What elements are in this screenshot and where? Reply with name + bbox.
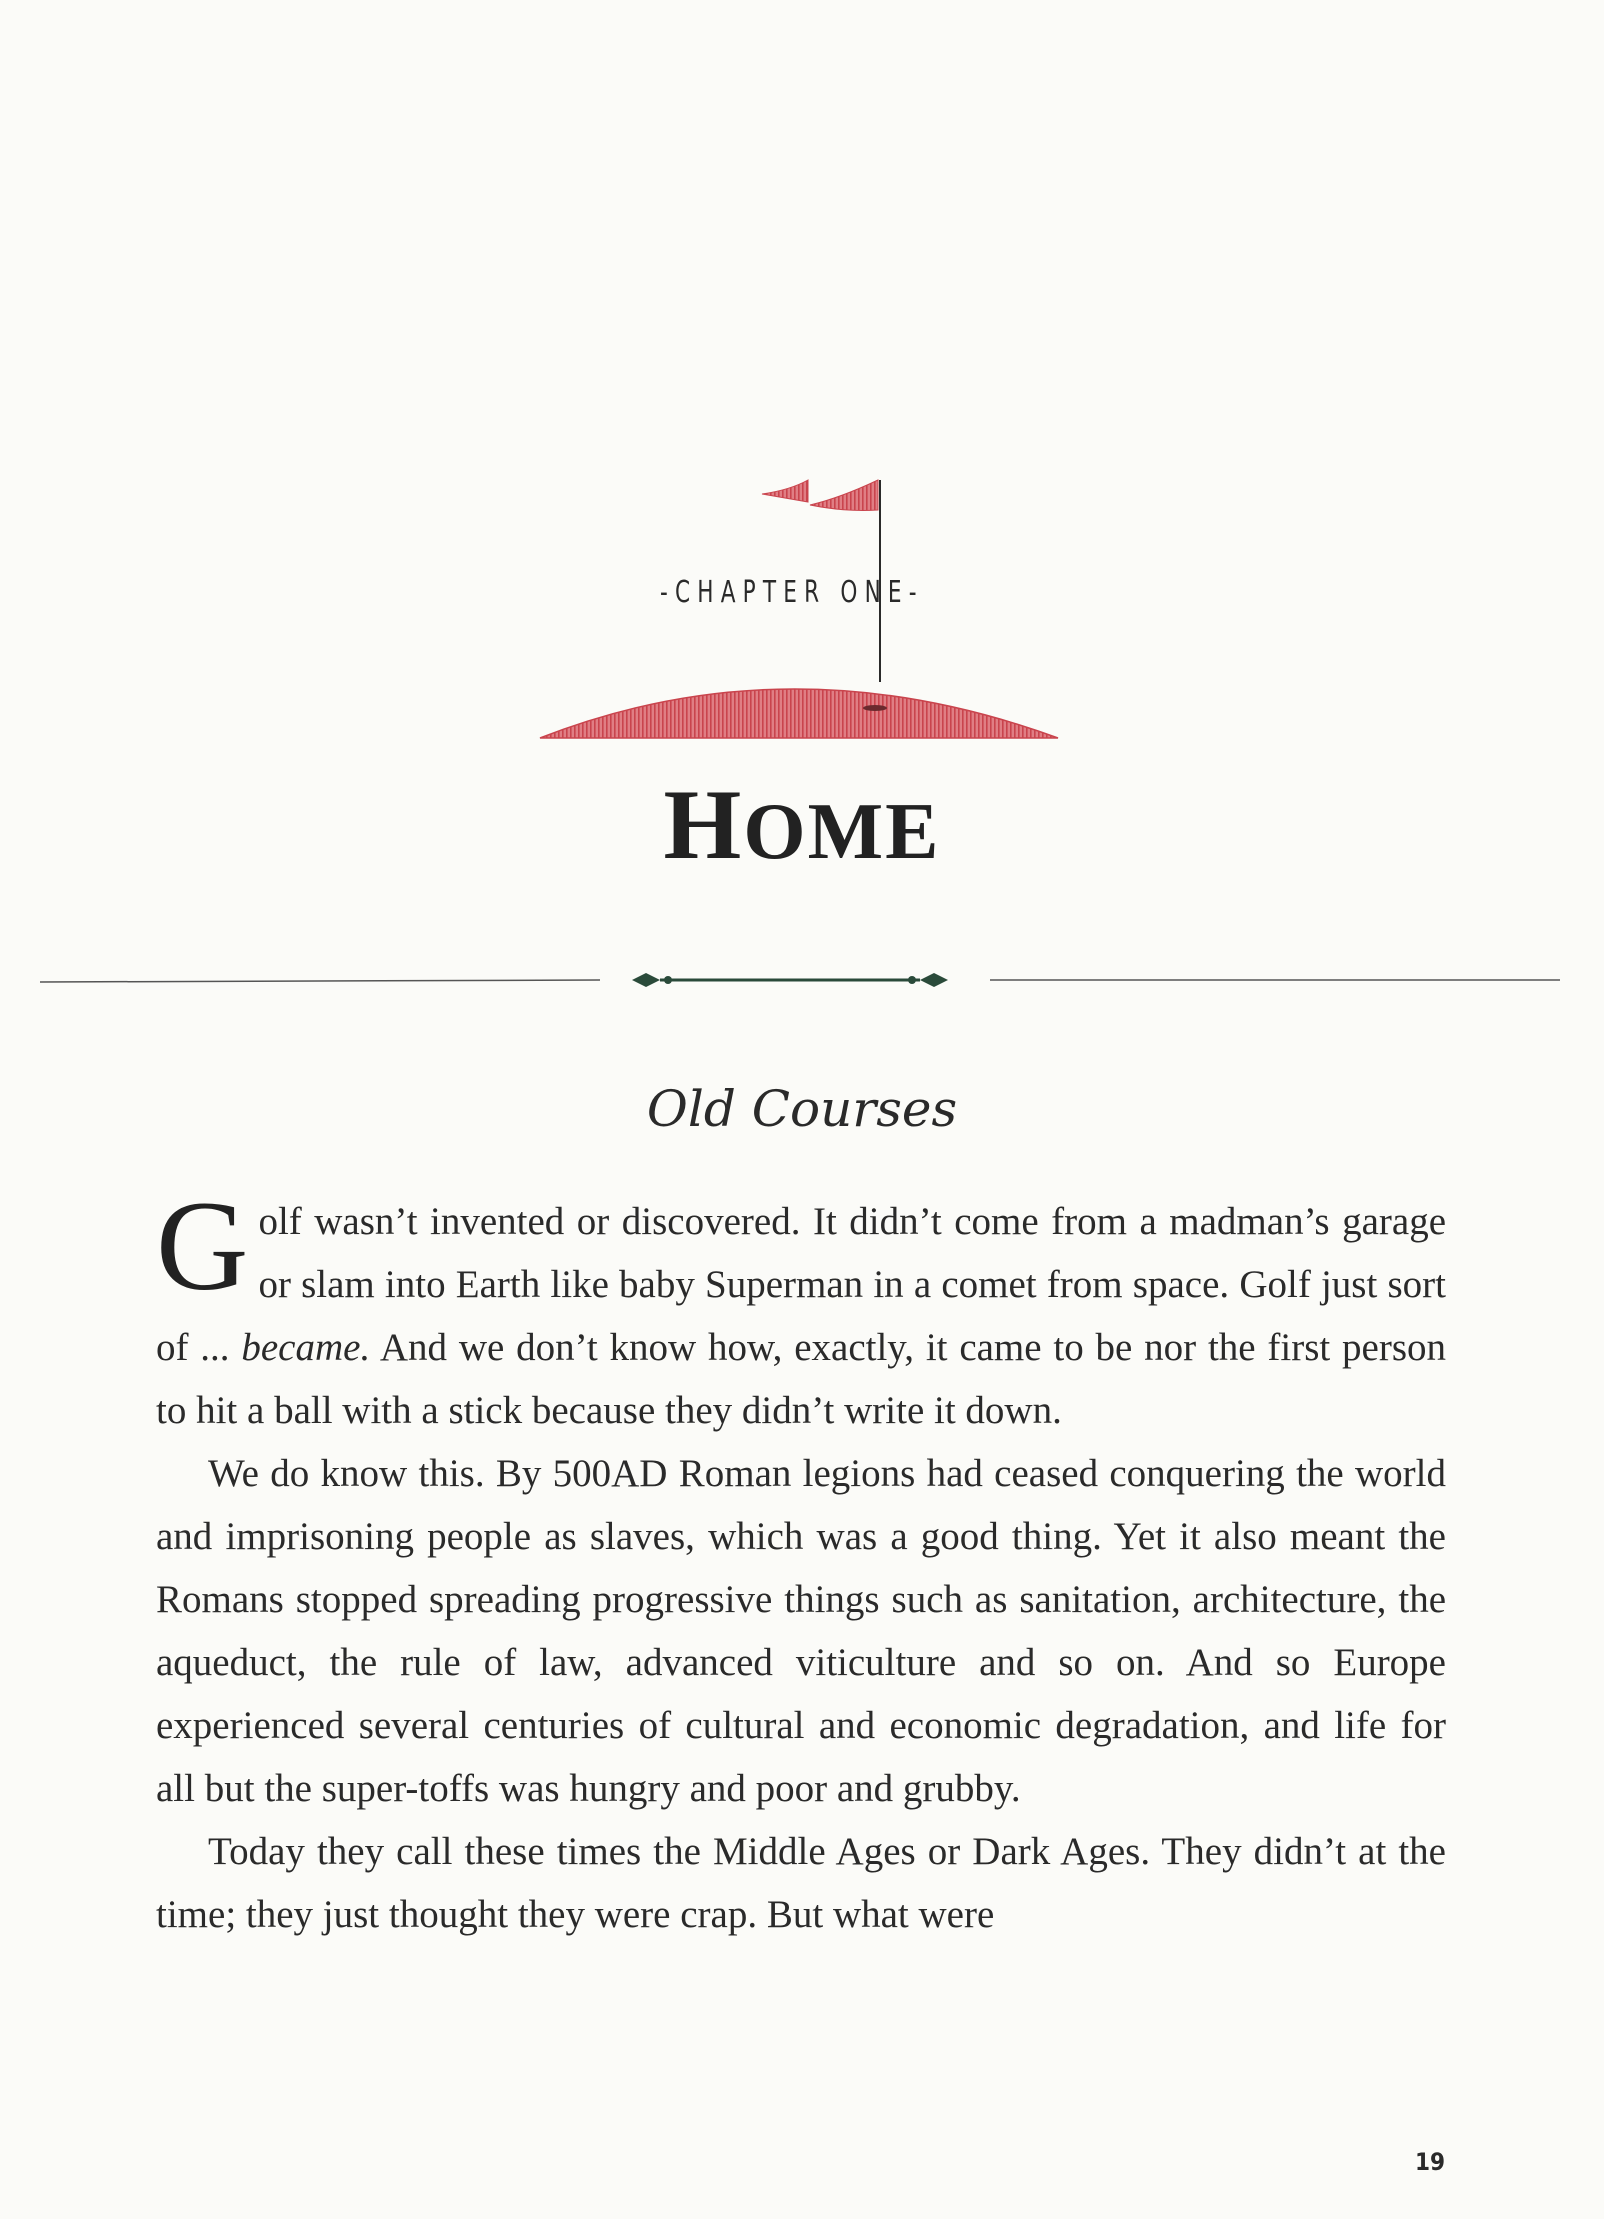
golf-flag-green-icon xyxy=(530,470,1070,750)
paragraph-1-text-end: And we don’t know how, exactly, it came to be nor the first person to hit a ball with a stick because they didn’t write it down. xyxy=(156,1326,1446,1432)
paragraph-2: We do know this. By 500AD Roman legions had ceased conquering the world and imprisoning people as slaves, which was a good thing. Yet it also meant the Romans stopped spreading progressive things such as sanitation, architecture, the aqueduct, the rule of law, advanced viticulture and so on. And so Europe experienced several centuries of cultural and economic degradation, and life for all but the super-toffs was hungry and poor and grubby. xyxy=(156,1452,1446,1810)
drop-cap: G xyxy=(156,1175,249,1317)
paragraph-3: Today they call these times the Middle Ages or Dark Ages. They didn’t at the time; they just thought they were crap. But what were xyxy=(156,1830,1446,1936)
page-number: 19 xyxy=(1414,2148,1446,2176)
paragraph-1 xyxy=(156,1175,1446,1442)
body-text xyxy=(156,1175,1446,1946)
paragraph-1-italic: became. xyxy=(241,1326,371,1369)
chapter-title-rest: OME xyxy=(743,788,941,876)
chapter-label: -CHAPTER ONE- xyxy=(660,575,924,610)
section-heading: Old Courses xyxy=(646,1080,958,1138)
ornamental-divider-icon xyxy=(40,960,1560,1000)
chapter-title-initial: H xyxy=(663,769,744,880)
chapter-title xyxy=(0,770,1604,887)
paragraph-1-text: olf wasn’t invented or discovered. It didn’t come from a madman’s garage or slam into Earth like baby Superman in a comet from space. Golf just sort of ... xyxy=(156,1200,1446,1369)
